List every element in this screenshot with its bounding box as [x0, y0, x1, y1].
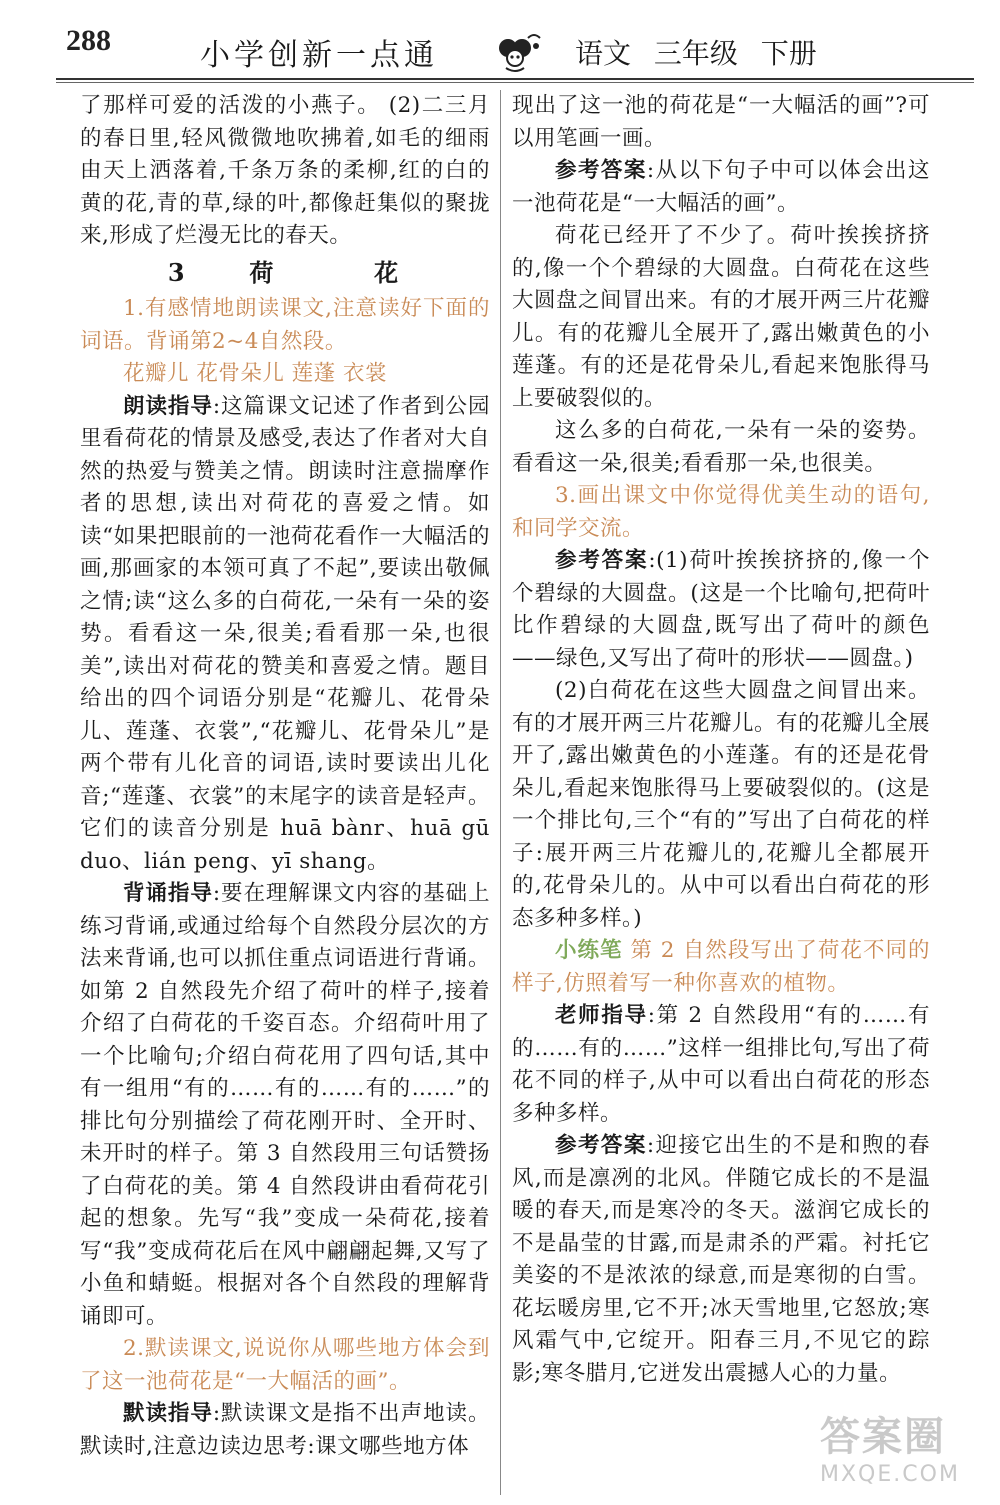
mascot-icon	[488, 26, 548, 74]
reading-guide	[80, 391, 490, 879]
quoted-paragraph: 这么多的白荷花,一朵有一朵的姿势。看看这一朵,很美;看看那一朵,也很美。	[512, 418, 930, 476]
recite-guide-label: 背诵指导	[123, 881, 213, 906]
silent-reading-guide	[80, 1398, 490, 1463]
subject-grade: 语文 三年级 下册	[575, 37, 817, 70]
answer-text: :(1)荷叶挨挨挤挤的,像一个个碧绿的大圆盘。(这是一个比喻句,把荷叶比作碧绿的大圆盘,既写出了荷叶的颜色——绿色,又写出了荷叶的形状——圆盘。)	[512, 548, 930, 671]
watermark	[820, 1405, 980, 1495]
column-divider	[500, 90, 501, 1495]
page-header	[0, 0, 1000, 82]
answer-label: 参考答案	[555, 1133, 647, 1158]
lesson-title	[80, 257, 490, 290]
left-column	[80, 90, 490, 1463]
question-2: 2.默读课文,说说你从哪些地方体会到了这一池荷花是“一大幅活的画”。	[80, 1336, 490, 1394]
writing-exercise-label: 小练笔	[555, 938, 623, 963]
question-3: 3.画出课文中你觉得优美生动的语句,和同学交流。	[512, 483, 930, 541]
header-rule	[56, 78, 974, 80]
silent-reading-label: 默读指导	[123, 1401, 213, 1426]
teacher-guide-label: 老师指导	[555, 1003, 648, 1028]
quoted-paragraph: 荷花已经开了不少了。荷叶挨挨挤挤的,像一个个碧绿的大圆盘。白荷花在这些大圆盘之间冒出来。有的才展开两三片花瓣儿。有的花瓣儿全展开了,露出嫩黄色的小莲蓬。有的还是花骨朵儿,看起来饱胀得马上要破裂似的。	[512, 223, 931, 411]
recite-guide	[80, 878, 490, 1333]
reading-guide-label: 朗读指导	[123, 393, 213, 419]
answer-text: :从以下句子中可以体会出这一池荷花是“一大幅活的画”。	[512, 158, 930, 216]
header-rule-thin	[56, 82, 974, 83]
lesson-title-char: 荷	[249, 257, 278, 287]
right-column	[512, 90, 930, 1390]
answer-label: 参考答案	[555, 548, 649, 573]
answer-label: 参考答案	[555, 158, 647, 183]
watermark-logo: 答案圈	[820, 1414, 946, 1460]
teacher-guide	[512, 1000, 930, 1130]
recite-guide-text: :要在理解课文内容的基础上练习背诵,或通过给每个自然段分层次的方法来背诵,也可以抓住重点词语进行背诵。如第 2 自然段先介绍了荷叶的样子,接着介绍了白荷花的千姿百态。介绍荷叶用了一个比喻句;介绍白荷花用了四句话,其中有一组用“有的……有的……有的……”的排比句分别描绘了荷花刚开时、全开时、未开时的样子。第 3 自然段用三句话赞扬了白荷花的美。第 4 自然段讲由看荷花引起的想象。先写“我”变成一朵荷花,接着写“我”变成荷花后在风中翩翩起舞,又写了小鱼和蜻蜓。根据对各个自然段的理解背诵即可。	[80, 881, 490, 1329]
question-1-words: 花瓣儿 花骨朵儿 莲蓬 衣裳	[123, 361, 388, 386]
reading-guide-text: :这篇课文记述了作者到公园里看荷花的情景及感受,表达了作者对大自然的热爱与赞美之情。朗读时注意揣摩作者的思想,读出对荷花的喜爱之情。如读“如果把眼前的一池荷花看作一大幅活的画,那画家的本领可真了不起”,要读出敬佩之情;读“这么多的白荷花,一朵有一朵的姿势。看看这一朵,很美;看看那一朵,也很美”,读出对荷花的赞美和喜爱之情。题目给出的四个词语分别是“花瓣儿、花骨朵儿、莲蓬、衣裳”,“花瓣儿、花骨朵儿”是两个带有儿化音的词语,读时要读出儿化音;“莲蓬、衣裳”的末尾字的读音是轻声。它们的读音分别是 huā bànr、huā gū duo、lián peng、yī shang。	[80, 393, 490, 874]
answer-1	[512, 155, 930, 220]
lesson-number: 3	[167, 257, 189, 287]
silent-reading-text: :默读课文是指不出声地读。默读时,注意边读边思考:课文哪些地方体	[80, 1401, 490, 1459]
answer-3	[512, 1130, 930, 1390]
question-1: 1.有感情地朗读课文,注意读好下面的词语。背诵第2~4自然段。	[80, 296, 490, 354]
paragraph: 了那样可爱的活泼的小燕子。 (2)二三月的春日里,轻风微微地吹拂着,如毛的细雨由天上洒落着,千条万条的柔柳,红的白的黄的花,青的草,绿的叶,都像赶集似的聚拢来,形成了烂漫无比的春天。	[80, 93, 490, 248]
answer-2	[512, 545, 930, 675]
watermark-url: MXQE.COM	[820, 1462, 960, 1487]
answer-text: :迎接它出生的不是和煦的春风,而是凛冽的北风。伴随它成长的不是温暖的春天,而是寒冷的冬天。滋润它成长的不是晶莹的甘露,而是肃杀的严霜。衬托它美姿的不是浓浓的绿意,而是寒彻的白雪。花坛暖房里,它不开;冰天雪地里,它怒放;寒风霜气中,它绽开。阳春三月,不见它的踪影;寒冬腊月,它迸发出震撼人心的力量。	[512, 1133, 930, 1386]
page-number: 288	[66, 24, 111, 57]
teacher-guide-text: :第 2 自然段用“有的……有的……有的……”这样一组排比句,写出了荷花不同的样子,从中可以看出白荷花的形态多种多样。	[512, 1003, 930, 1126]
writing-exercise-text: 第 2 自然段写出了荷花不同的样子,仿照着写一种你喜欢的植物。	[512, 938, 930, 996]
paragraph: 现出了这一池的荷花是“一大幅活的画”?可以用笔画一画。	[512, 93, 930, 151]
writing-exercise	[512, 935, 930, 1000]
book-title: 小学创新一点通	[200, 38, 438, 73]
lesson-title-char: 花	[374, 257, 403, 287]
answer-2-part-2: (2)白荷花在这些大圆盘之间冒出来。有的才展开两三片花瓣儿。有的花瓣儿全展开了,露出嫩黄色的小莲蓬。有的还是花骨朵儿,看起来饱胀得马上要破裂似的。(这是一个排比句,三个“有的”写出了白荷花的样子:展开两三片花瓣儿的,花瓣儿全都展开的,花骨朵儿的。从中可以看出白荷花的形态多种多样。)	[512, 678, 931, 931]
